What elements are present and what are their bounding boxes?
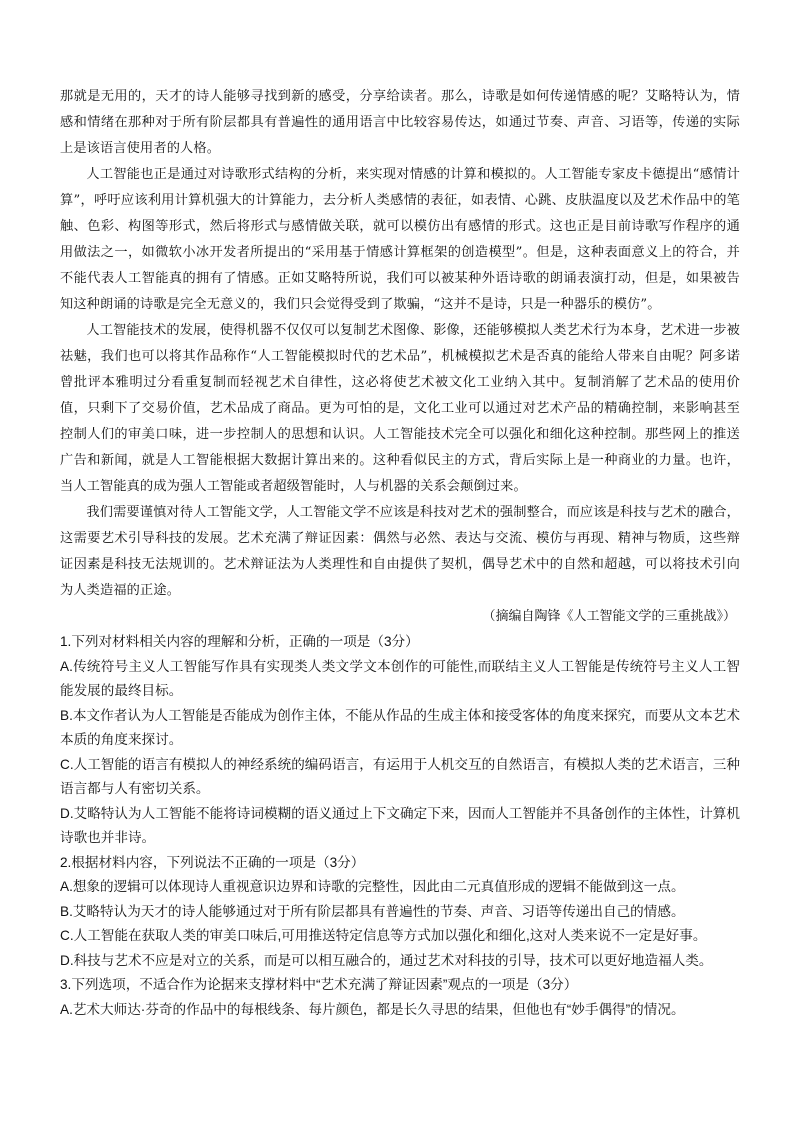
question-stem: 2.根据材料内容，下列说法不正确的一项是（3分） (60, 854, 365, 870)
option-a: A.艺术大师达·芬奇的作品中的每根线条、每片颜色，都是长久寻思的结果，但他也有“妙手偶得”的情况。 (60, 1001, 685, 1017)
option-c: C.人工智能的语言有模拟人的神经系统的编码语言，有运用于人机交互的自然语言，有模拟人类的艺术语言，三种语言都与人有密切关系。 (60, 756, 740, 796)
option-d: D.科技与艺术不应是对立的关系，而是可以相互融合的，通过艺术对科技的引导，技术可以更好地造福人类。 (60, 952, 713, 968)
passage-paragraph-3: 人工智能技术的发展，使得机器不仅仅可以复制艺术图像、影像，还能够模拟人类艺术行为本身，艺术进一步被祛魅，我们也可以将其作品称作“人工智能模拟时代的艺术品”，机械模拟艺术是否真的能给人带来自由呢？阿多诺曾批评本雅明过分看重复制而轻视艺术自律性，这必将使艺术被文化工业纳入其中。复制消解了艺术品的使用价值，只剩下了交易价值，艺术品成了商品。更为可怕的是，文化工业可以通过对艺术产品的精确控制，来影响甚至控制人们的审美口味，进一步控制人的思想和认识。人工智能技术完全可以强化和细化这种控制。那些网上的推送广告和新闻，就是人工智能根据大数据计算出来的。这种看似民主的方式，背后实际上是一种商业的力量。也许，当人工智能真的成为强人工智能或者超级智能时，人与机器的关系会颠倒过来。 (60, 323, 740, 494)
question-stem: 3.下列选项，不适合作为论据来支撑材料中“艺术充满了辩证因素”观点的一项是（3分） (60, 977, 578, 992)
option-a: A.想象的逻辑可以体现诗人重视意识边界和诗歌的完整性，因此由二元真值形成的逻辑不能做到这一点。 (60, 879, 685, 894)
question-2 (60, 851, 740, 974)
option-d: D.艾略特认为人工智能不能将诗词模糊的语义通过上下文确定下来，因而人工智能并不具备创作的主体性，计算机诗歌也并非诗。 (60, 805, 740, 845)
option-c: C.人工智能在获取人类的审美口味后,可用推送特定信息等方式加以强化和细化,这对人类来说不一定是好事。 (60, 928, 707, 943)
option-a: A.传统符号主义人工智能写作具有实现类人类文学文本创作的可能性,而联结主义人工智能是传统符号主义人工智能发展的最终目标。 (60, 658, 740, 698)
passage-source: （摘编自陶锋《人工智能文学的三重挑战》） (482, 609, 736, 624)
question-stem: 1.下列对材料相关内容的理解和分析，正确的一项是（3分） (60, 634, 419, 649)
passage-paragraph-4: 我们需要谨慎对待人工智能文学，人工智能文学不应该是科技对艺术的强制整合，而应该是科技与艺术的融合，这需要艺术引导科技的发展。艺术充满了辩证因素：偶然与必然、表达与交流、模仿与再现、精神与物质，这些辩证因素是科技无法规训的。艺术辩证法为人类理性和自由提供了契机，偶导艺术中的自然和超越，可以将技术引向为人类造福的正途。 (60, 505, 740, 598)
question-list (60, 630, 740, 1022)
question-3 (60, 973, 740, 1022)
reading-passage (60, 84, 740, 604)
question-1 (60, 630, 740, 851)
passage-paragraph-2: 人工智能也正是通过对诗歌形式结构的分析，来实现对情感的计算和模拟的。人工智能专家皮卡德提出“感情计算”，呼吁应该利用计算机强大的计算能力，去分析人类感情的表征，如表情、心跳、皮肤温度以及艺术作品中的笔触、色彩、构图等形式，然后将形式与感情做关联，就可以模仿出有感情的形式。这也正是目前诗歌写作程序的通用做法之一，如微软小冰开发者所提出的“采用基于情感计算框架的创造模型”。但是，这种表面意义上的符合，并不能代表人工智能真的拥有了情感。正如艾略特所说，我们可以被某种外语诗歌的朗诵表演打动，但是，如果被告知这种朗诵的诗歌是完全无意义的，我们只会觉得受到了欺骗，“这并不是诗，只是一种器乐的模仿”。 (60, 167, 740, 312)
exam-page (60, 84, 740, 1022)
passage-paragraph-1: 那就是无用的，天才的诗人能够寻找到新的感受，分享给读者。那么，诗歌是如何传递情感的呢？艾略特认为，情感和情绪在那种对于所有阶层都具有普遍性的通用语言中比较容易传达，如通过节奏、声音、习语等，传递的实际上是该语言使用者的人格。 (60, 89, 740, 156)
option-b: B.艾略特认为天才的诗人能够通过对于所有阶层都具有普遍性的节奏、声音、习语等传递出自己的情感。 (60, 903, 685, 919)
option-b: B.本文作者认为人工智能是否能成为创作主体，不能从作品的生成主体和接受客体的角度来探究，而要从文本艺术本质的角度来探讨。 (60, 707, 740, 747)
